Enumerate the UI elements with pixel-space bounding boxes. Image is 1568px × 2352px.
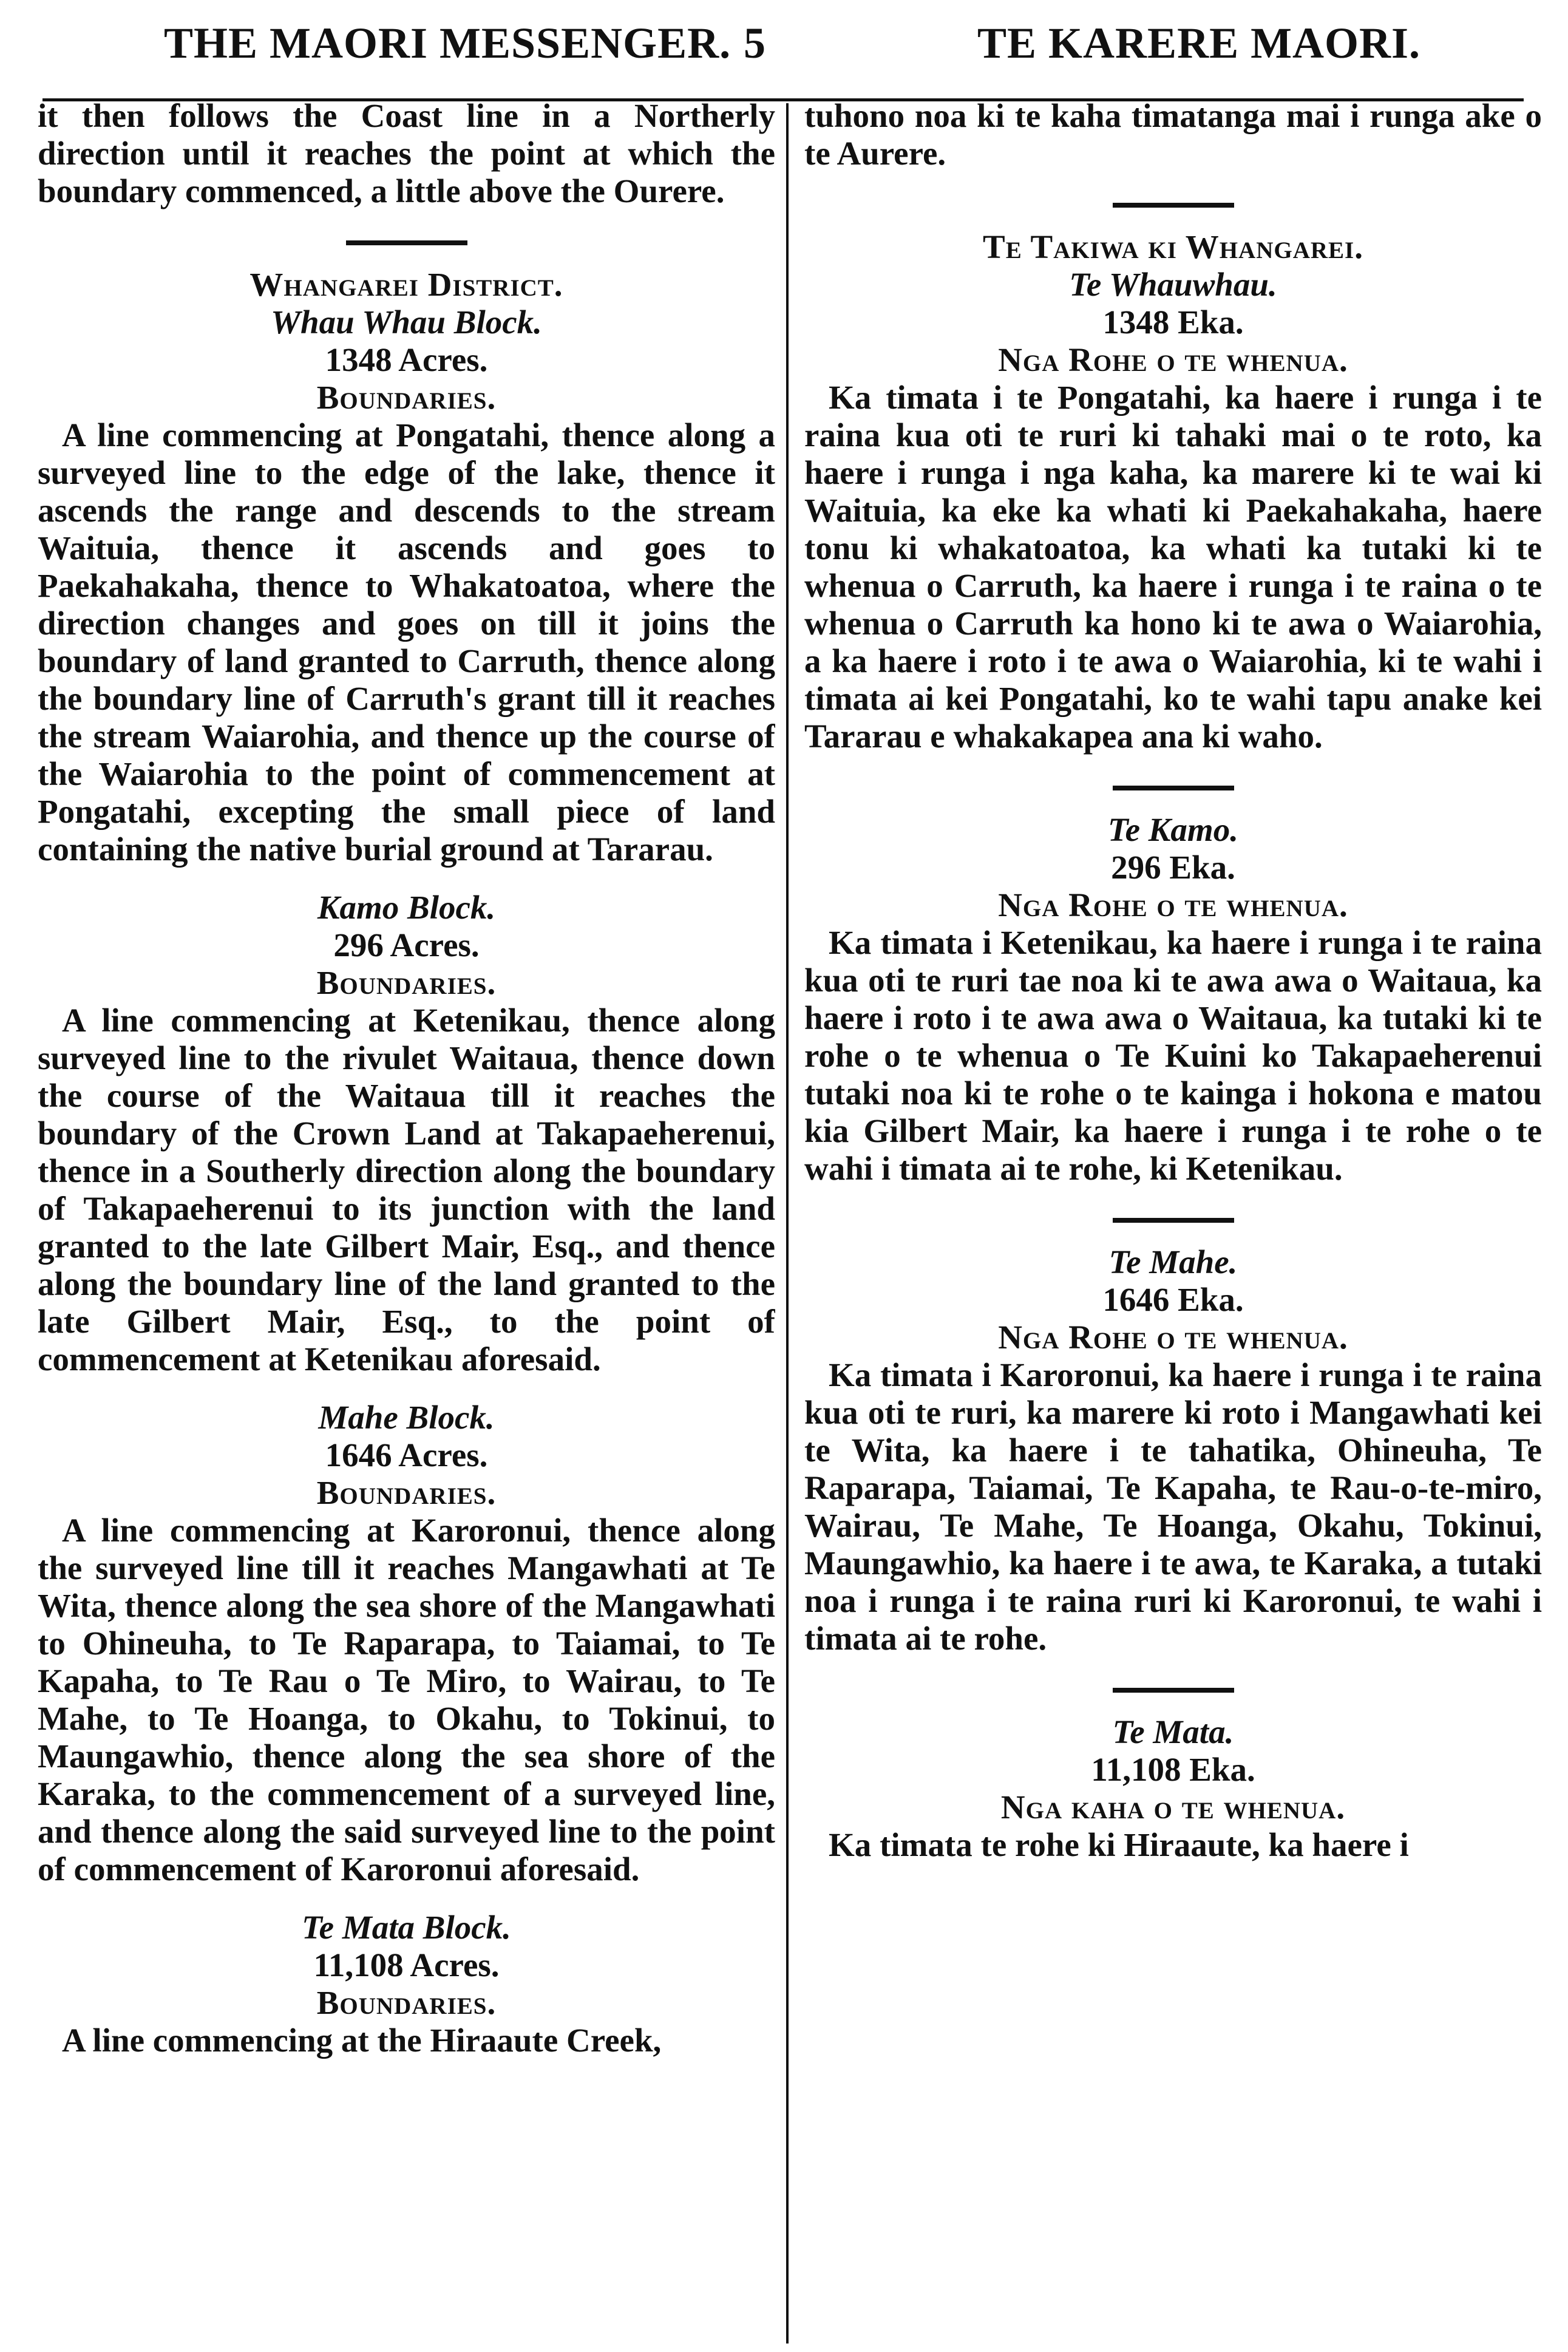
boundaries-heading: Boundaries. (316, 379, 497, 416)
boundary-description: A line commencing at Karoronui, thence along the surveyed line till it reaches Mangawhati at Te Wita, thence along the sea shore of the Mangawhati to Ohineuha, to Te Raparapa, to Taiamai, to Te Kapaha, to Te Rau o Te Miro, to Wairau, to Te Mahe, to Te Hoanga, to Okahu, to Tokinui, to Maungawhio, thence along the sea shore of the Karaka, to the commencement of a surveyed line, and thence along the said surveyed line to the point of commencement of Karoronui aforesaid. (38, 1512, 775, 1888)
boundaries-heading: Boundaries. (316, 964, 497, 1001)
boundaries-heading: Nga Rohe o te whenua. (998, 1319, 1348, 1356)
boundaries-heading: Boundaries. (316, 1474, 497, 1511)
block-title: Whau Whau Block. (271, 304, 542, 341)
block-title: Te Whauwhau. (1069, 266, 1277, 303)
boundaries-heading: Nga Rohe o te whenua. (998, 886, 1348, 923)
boundary-description: Ka timata te rohe ki Hiraaute, ka haere i (829, 1826, 1409, 1863)
section-rule (1113, 786, 1234, 790)
block-area: 1646 Eka. (1102, 1281, 1244, 1318)
boundary-description: A line commencing at Pongatahi, thence along a surveyed line to the edge of the lake, thence it ascends the range and descends to the stream Waituia, thence it ascends and goes to Paekahakaha, thence to Whakatoatoa, where the direction changes and goes on till it joins the boundary of land granted to Carruth, thence along the boundary line of Carruth's grant till it reaches the stream Waiarohia, and thence up the course of the Waiarohia to the point of commencement at Pongatahi, excepting the small piece of land containing the native burial ground at Tararau. (38, 416, 775, 868)
boundary-description: A line commencing at the Hiraaute Creek, (62, 2022, 662, 2059)
boundary-description: Ka timata i Ketenikau, ka haere i runga i te raina kua oti te ruri tae noa ki te awa awa o Waitaua, ka haere i roto i te awa awa o Waitaua, ka tutaki ki te rohe o te whenua o Te Kuini ko Takapaeherenui tutaki noa ki te rohe o te kainga i hokona e matou kia Gilbert Mair, ka haere i runga i te rohe o te wahi i timata ai te rohe, ki Ketenikau. (804, 924, 1542, 1187)
boundary-description: A line commencing at Ketenikau, thence along surveyed line to the rivulet Waitaua, thence down the course of the Waitaua till it reaches the boundary of the Crown Land at Takapaeherenui, thence in a Southerly direction along the boundary of Takapaeherenui to its junction with the land granted to the late Gilbert Mair, Esq., and thence along the boundary line of the land granted to the late Gilbert Mair, Esq., to the point of commencement at Ketenikau aforesaid. (38, 1002, 775, 1378)
boundary-description: Ka timata i Karoronui, ka haere i runga i te raina kua oti te ruri, ka marere ki roto i Mangawhati kei te Wita, ka haere i te tahatika, Ohineuha, Te Raparapa, Taiamai, Te Kapaha, te Rau-o-te-miro, Wairau, Te Mahe, Te Hoanga, Okahu, Tokinui, Maungawhio, ka haere i te awa, te Karaka, a tutaki noa i runga i te raina ruri ki Karoronui, te wahi i timata ai te rohe. (804, 1356, 1542, 1657)
block-area: 296 Acres. (333, 926, 480, 964)
section-rule (346, 240, 467, 245)
boundaries-heading: Boundaries. (316, 1984, 497, 2021)
english-column (38, 97, 775, 2344)
block-area: 1348 Eka. (1102, 304, 1244, 341)
block-area: 11,108 Eka. (1091, 1751, 1255, 1788)
intro-paragraph: tuhono noa ki te kaha timatanga mai i runga ake o te Aurere. (804, 97, 1542, 172)
block-area: 1646 Acres. (325, 1436, 488, 1473)
district-heading: Te Takiwa ki Whangarei. (983, 228, 1363, 265)
page-number: 5 (744, 19, 765, 67)
boundaries-heading: Nga kaha o te whenua. (1000, 1789, 1346, 1826)
block-title: Te Mahe. (1108, 1243, 1238, 1280)
section-rule (1113, 203, 1234, 208)
section-rule (1113, 1218, 1234, 1223)
block-title: Kamo Block. (317, 889, 496, 926)
block-title: Te Mata. (1112, 1713, 1234, 1750)
page-header (0, 0, 1568, 91)
section-rule (1113, 1688, 1234, 1693)
intro-paragraph: it then follows the Coast line in a Northerly direction until it reaches the point at which the boundary commenced, a little above the Ourere. (38, 97, 775, 209)
boundary-description: Ka timata i te Pongatahi, ka haere i runga i te raina kua oti te ruri ki tahaki mai o te roto, ka haere i runga i nga kaha, ka marere ki te wai ki Waituia, ka eke ka whati ki Paekahakaha, haere tonu ki whakatoatoa, ka whati ka tutaki ki te whenua o Carruth, ka haere i runga i te raina o te whenua o Carruth ka hono ki te awa o Waiarohia, a ka haere i roto i te awa o Waiarohia, ki te wahi i timata ai kei Pongatahi, ko te wahi tapu anake kei Tararau e whakakapea ana ki waho. (804, 379, 1542, 755)
boundaries-heading: Nga Rohe o te whenua. (998, 341, 1348, 378)
block-area: 296 Eka. (1111, 849, 1235, 886)
header-english-title: THE MAORI MESSENGER. (164, 19, 731, 67)
block-title: Mahe Block. (318, 1399, 495, 1436)
block-title: Te Kamo. (1108, 811, 1238, 848)
maori-column (804, 97, 1542, 2344)
header-maori-title: TE KARERE MAORI. (977, 19, 1421, 67)
block-area: 1348 Acres. (325, 341, 488, 378)
district-heading: Whangarei District. (249, 266, 563, 303)
block-area: 11,108 Acres. (313, 1946, 500, 1983)
column-divider (786, 103, 789, 2344)
block-title: Te Mata Block. (302, 1909, 511, 1946)
